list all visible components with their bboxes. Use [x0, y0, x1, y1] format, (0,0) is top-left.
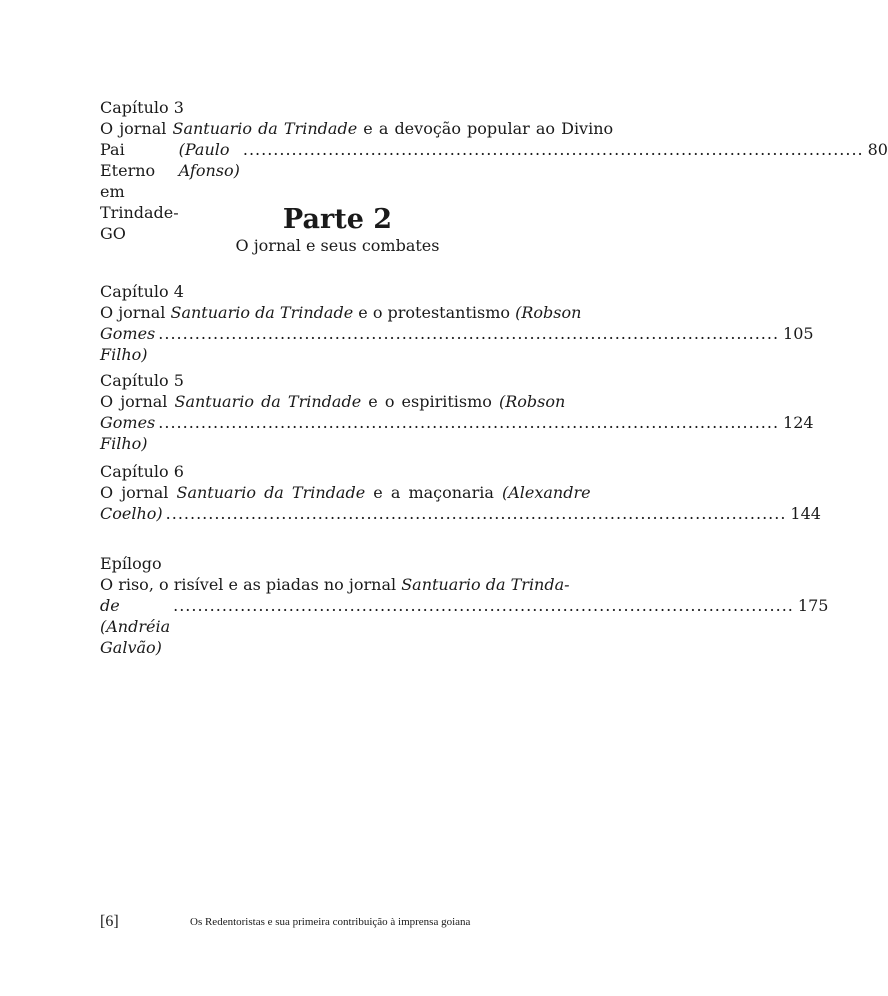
chapter-label: Capítulo 5: [100, 371, 184, 390]
entry-title-line-1: O jornal Santuario da Trindade e o espiritismo (Robson: [100, 392, 566, 411]
entry-title-line-2: Gomes Filho) ...................................................................................................... 105: [100, 324, 814, 364]
dot-leader: ......................................................................................................: [242, 140, 864, 159]
toc-entry-epilogue: [100, 553, 829, 658]
chapter-label: Capítulo 4: [100, 282, 184, 301]
part-title: Parte 2: [282, 204, 393, 235]
page-number: 144: [790, 504, 821, 523]
dot-leader: ......................................................................................................: [165, 504, 787, 523]
dot-leader: ......................................................................................................: [158, 324, 780, 343]
entry-title-line-1: O jornal Santuario da Trindade e o protestantismo (Robson: [100, 303, 582, 322]
chapter-label: Capítulo 3: [100, 98, 184, 117]
dot-leader: ......................................................................................................: [173, 596, 794, 615]
toc-entry-chapter-4: [100, 281, 814, 365]
chapter-label: Capítulo 6: [100, 462, 184, 481]
dot-leader: ......................................................................................................: [158, 413, 780, 432]
entry-title-line-1: O riso, o risível e as piadas no jornal Santuario da Trinda-: [100, 575, 570, 594]
entry-title-line-1: O jornal Santuario da Trindade e a devoção popular ao Divino: [100, 119, 614, 138]
entry-title-line-2: Pai Eterno em Trindade-GO (Paulo Afonso) ...................................................................................................... 80: [100, 140, 888, 243]
entry-title-line-2: de (Andréia Galvão) ...................................................................................................... 175: [100, 596, 829, 657]
footer-page-number: [6]: [100, 913, 119, 930]
entry-title-line-2: Gomes Filho) ...................................................................................................... 124: [100, 413, 814, 453]
footer-book-title: Os Redentoristas e sua primeira contribuição à imprensa goiana: [190, 916, 471, 928]
entry-title-line-1: O jornal Santuario da Trindade e a maçonaria (Alexandre: [100, 483, 591, 502]
part-subtitle: O jornal e seus combates: [235, 236, 440, 255]
entry-title-line-2: Coelho) ...................................................................................................... 144: [100, 504, 821, 523]
page-number: 80: [867, 140, 888, 159]
page-number: 175: [797, 596, 829, 615]
chapter-label: Epílogo: [100, 554, 162, 573]
toc-entry-chapter-6: [100, 461, 821, 524]
toc-entry-chapter-5: [100, 370, 814, 454]
page-number: 105: [783, 324, 814, 343]
page-number: 124: [783, 413, 814, 432]
